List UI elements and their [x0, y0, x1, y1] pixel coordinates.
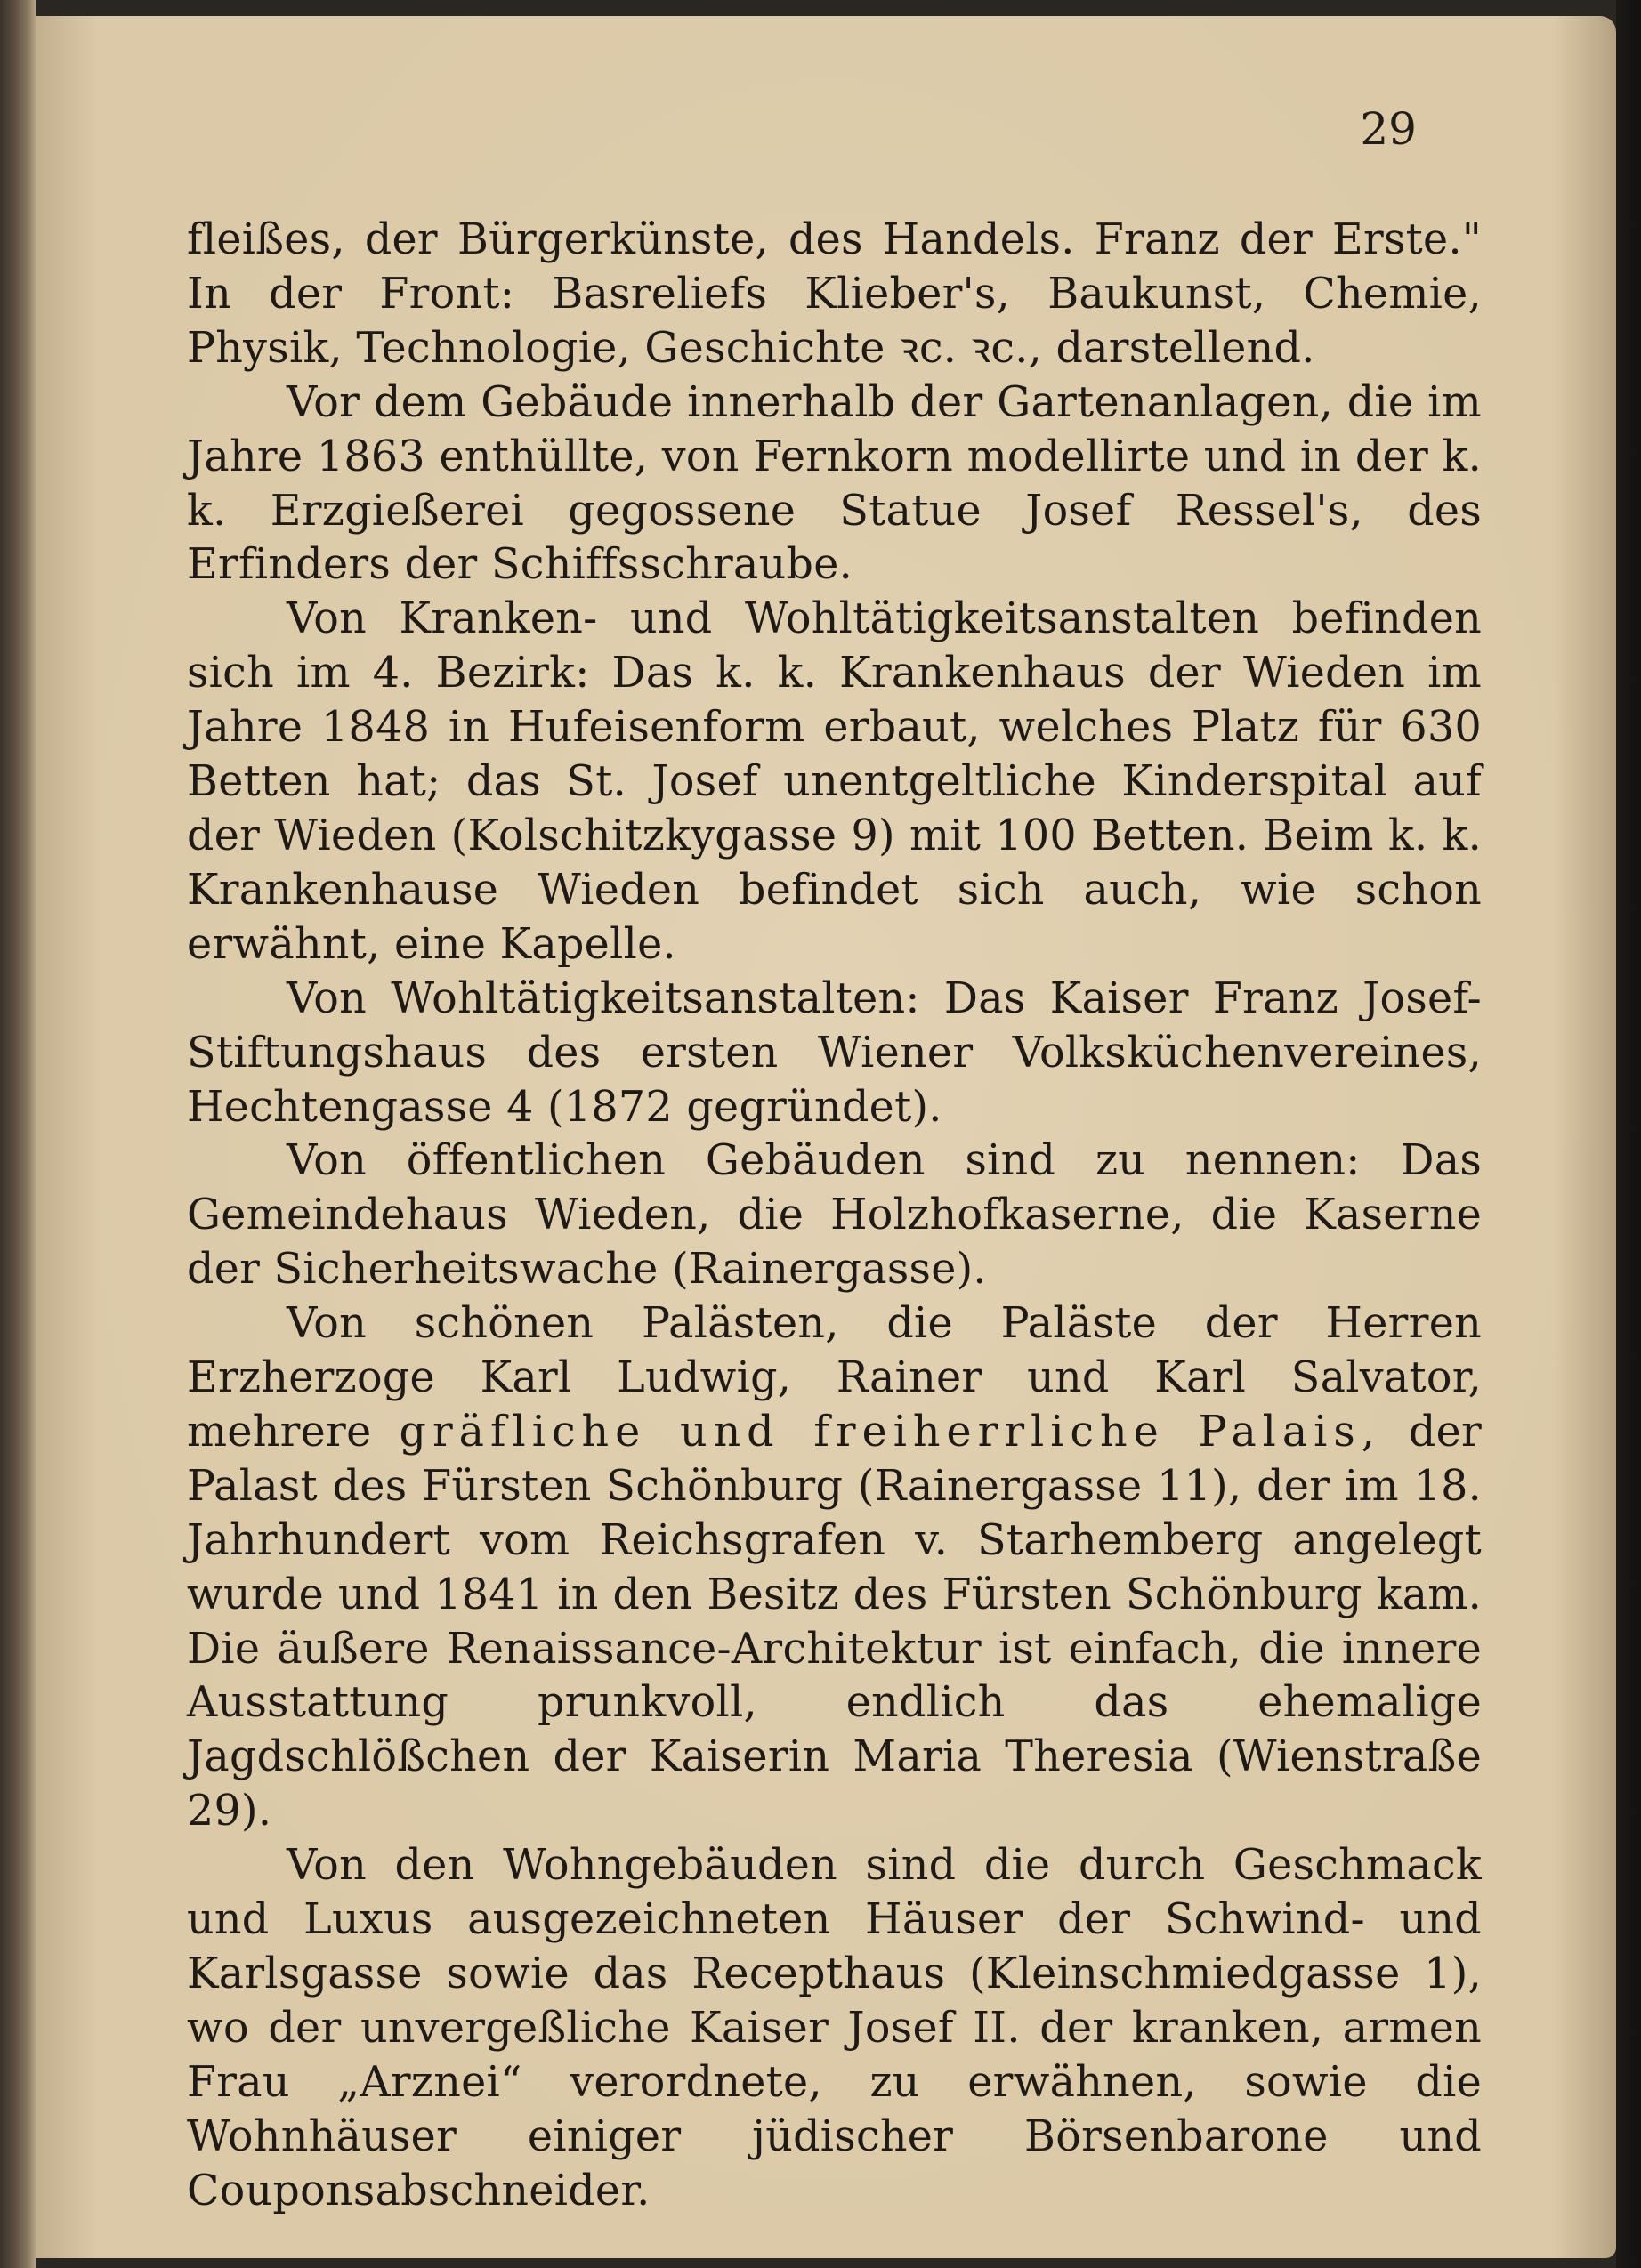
paragraph-6-spaced-text: gräfliche und freiherrliche Palais, — [399, 1407, 1381, 1457]
paragraph-3: Von Kranken- und Wohltätigkeitsanstalten befinden sich im 4. Bezirk: Das k. k. Krankenhaus der Wieden im Jahre 1848 in Hufeisenform erbaut, welches Platz für 630 Betten hat; das St. Josef unentgeltliche Kinderspital auf der Wieden (Kolschitzkygasse 9) mit 100 Betten. Beim k. k. Krankenhause Wieden befindet sich auch, wie schon erwähnt, eine Kapelle. — [187, 594, 1482, 969]
paragraph-6-part-1: Von schönen Palästen, die Paläste der Herren Erzherzoge Karl Ludwig, Rainer und Karl Salvator, mehrere — [187, 1299, 1482, 1457]
paragraph-2: Vor dem Gebäude innerhalb der Gartenanlagen, die im Jahre 1863 enthüllte, von Fernkorn modellirte und in der k. k. Erzgießerei gegossene Statue Josef Ressel's, des Erfinders der Schiffsschraube. — [187, 377, 1482, 590]
paragraph-5: Von öffentlichen Gebäuden sind zu nennen: Das Gemeindehaus Wieden, die Holzhofkaserne, die Kaserne der Sicherheitswache (Rainergasse). — [187, 1136, 1482, 1295]
book-cover-right — [1616, 0, 1641, 2268]
paragraph-6 — [187, 1297, 1482, 1839]
page-number: 29 — [1360, 103, 1417, 155]
book-binding-left — [0, 0, 36, 2268]
paragraph-7: Von den Wohngebäuden sind die durch Geschmack und Luxus ausgezeichneten Häuser der Schwind- und Karlsgasse sowie das Recepthaus (Kleinschmiedgasse 1), wo der unvergeßliche Kaiser Josef II. der kranken, armen Frau „Arznei“ verordnete, zu erwähnen, sowie die Wohnhäuser einiger jüdischer Börsenbarone und Couponsabschneider. — [187, 1841, 1482, 2216]
body-text — [187, 214, 1482, 2219]
paragraph-6-part-2: der Palast des Fürsten Schönburg (Rainergasse 11), der im 18. Jahrhundert vom Reichsgrafen v. Starhemberg angelegt wurde und 1841 in den Besitz des Fürsten Schönburg kam. Die äußere Renaissance-Architektur ist einfach, die innere Ausstattung prunkvoll, endlich das ehemalige Jagdschlößchen der Kaiserin Maria Theresia (Wienstraße 29). — [187, 1407, 1482, 1836]
paragraph-4: Von Wohltätigkeitsanstalten: Das Kaiser Franz Josef-Stiftungshaus des ersten Wiener Volksküchenvereines, Hechtengasse 4 (1872 gegründet). — [187, 973, 1482, 1132]
book-page — [36, 16, 1616, 2258]
paragraph-1: fleißes, der Bürgerkünste, des Handels. Franz der Erste." In der Front: Basreliefs Klieber's, Baukunst, Chemie, Physik, Technologie, Geschichte ꝛc. ꝛc., darstellend. — [187, 215, 1482, 373]
